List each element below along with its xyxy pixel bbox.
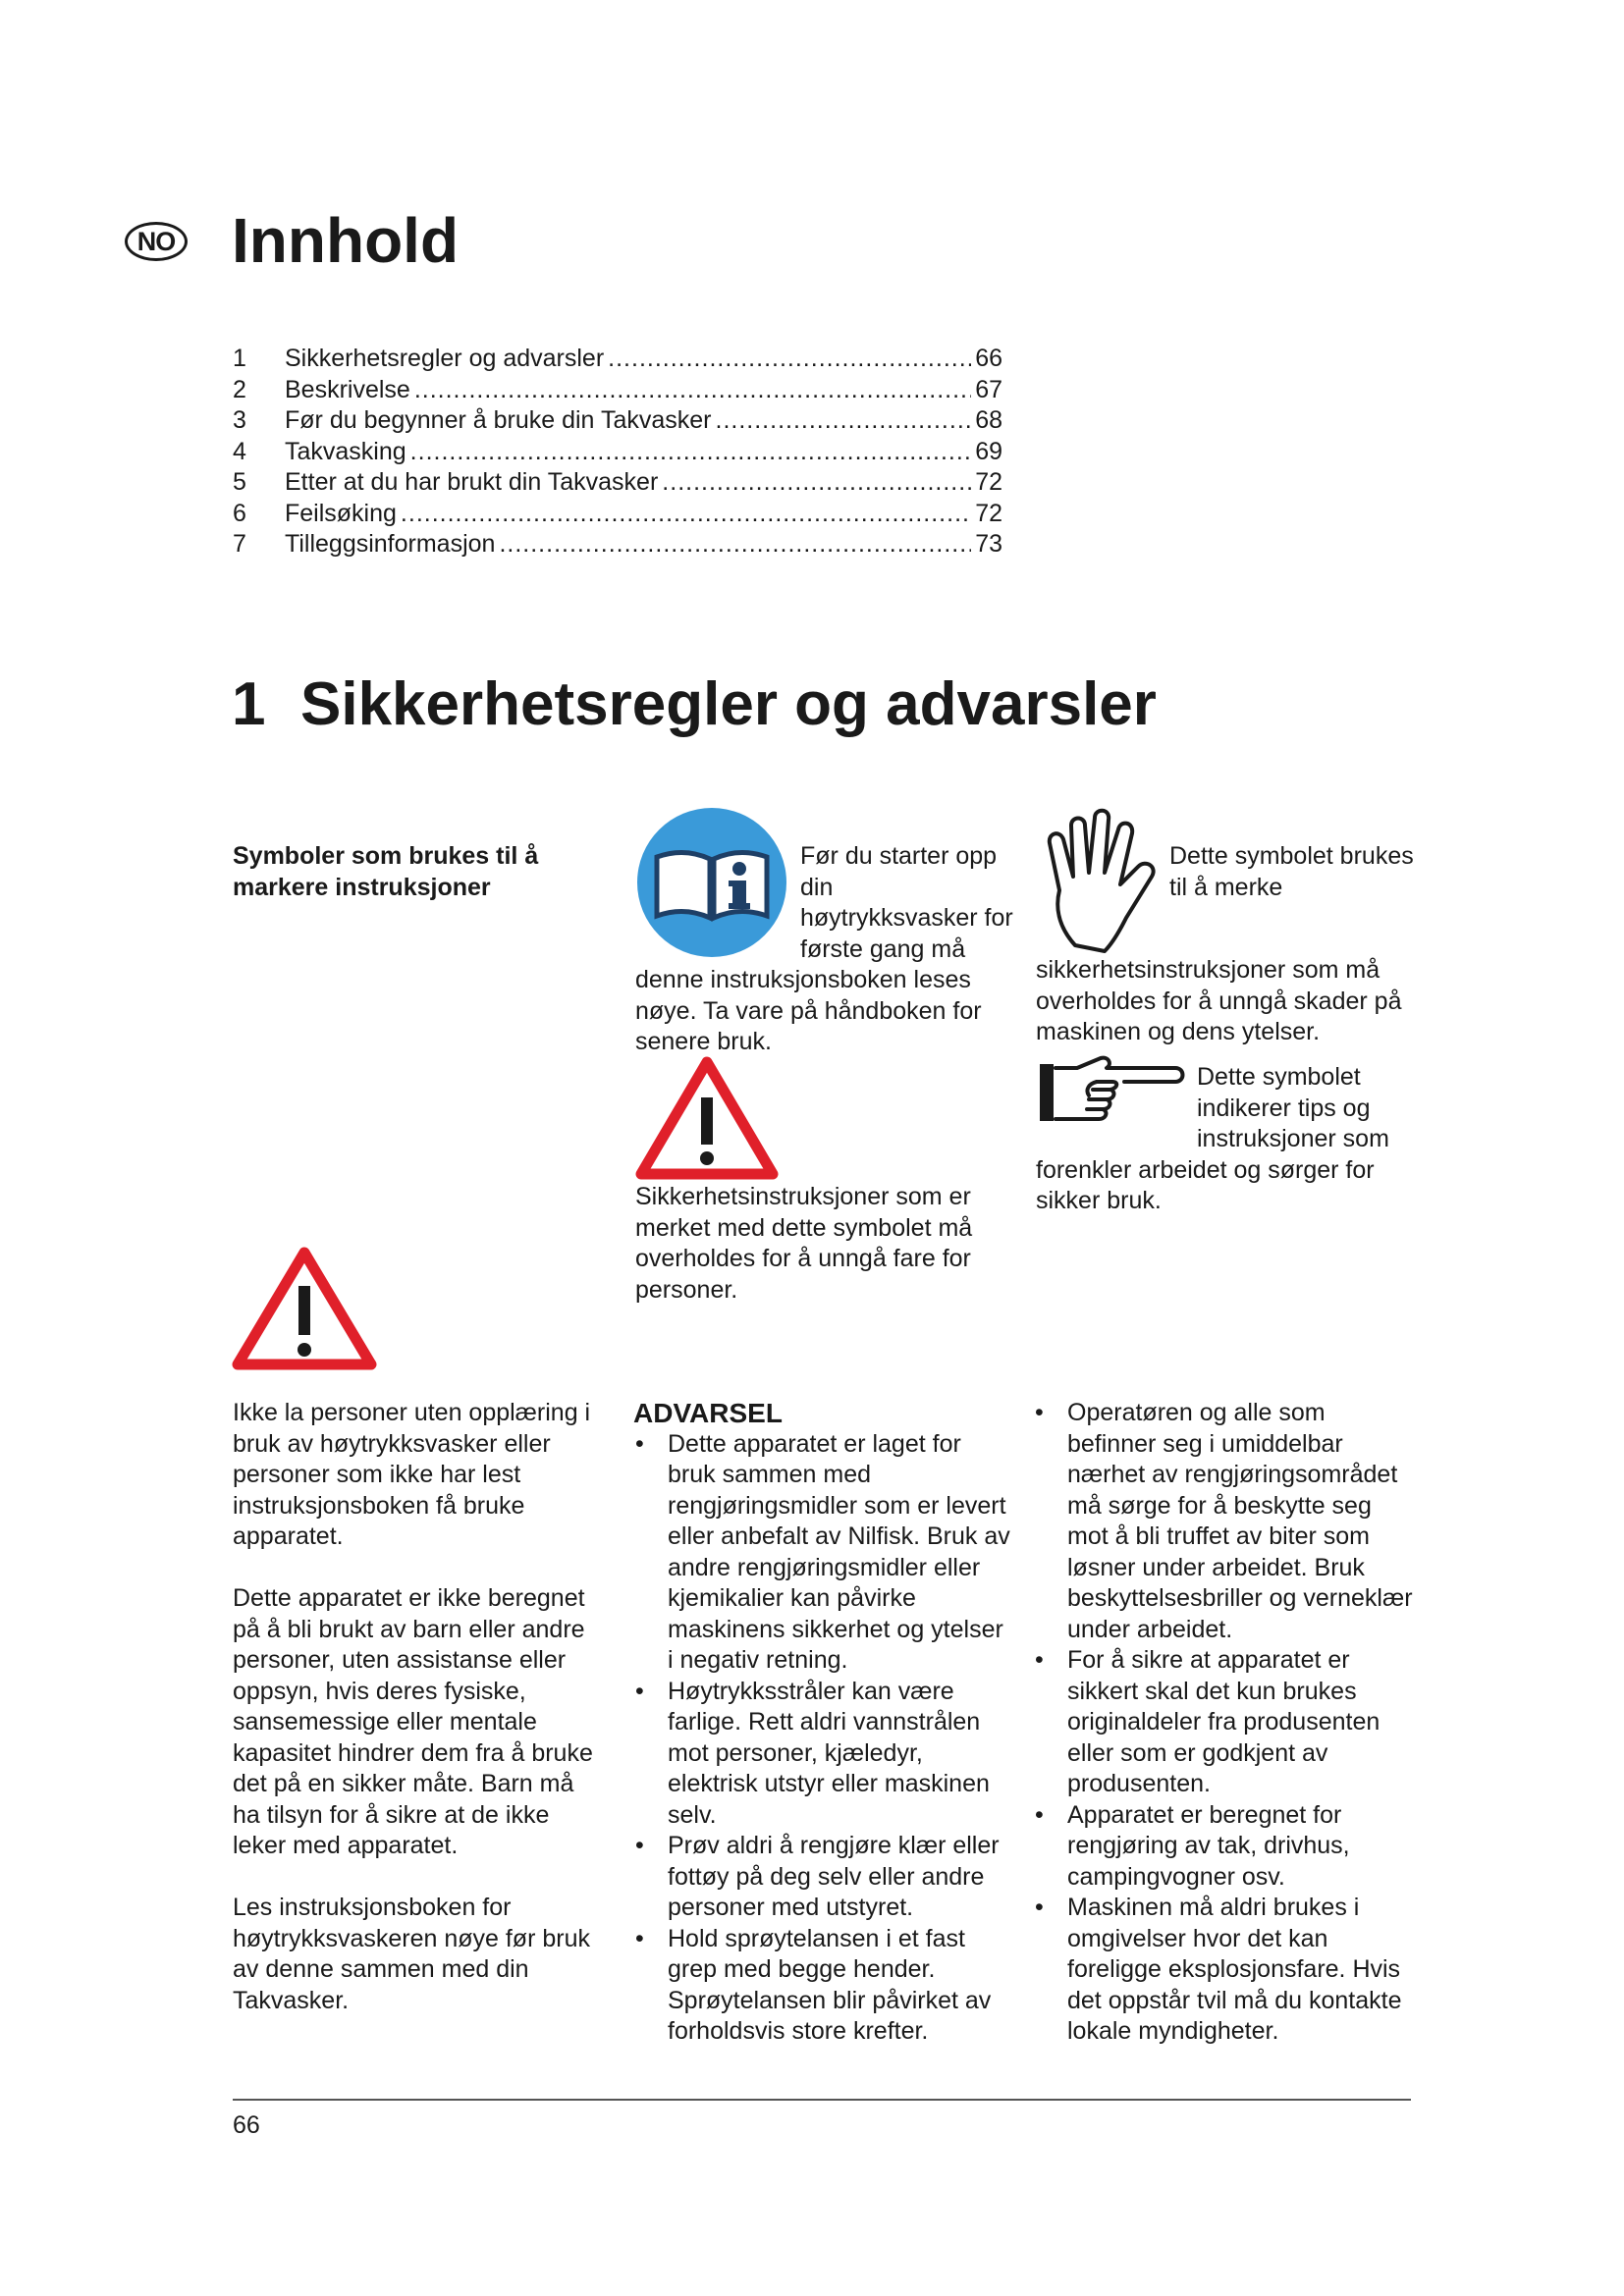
toc-number: 6: [233, 499, 246, 527]
pointing-hand-icon: [1038, 1054, 1185, 1129]
toc-leader-dots: [608, 344, 971, 375]
section-number: 1: [232, 670, 266, 738]
list-item: • Dette apparatet er laget for bruk sammen med rengjøringsmidler som er levert eller anbefalt av Nilfisk. Bruk av andre rengjøringsmidler eller kjemikalier kan påvirke maskinens sikkerhet og ytelser i negativ retning.: [633, 1429, 1011, 1677]
toc-number: 3: [233, 406, 246, 434]
list-item: • Apparatet er beregnet for rengjøring av tak, drivhus, campingvogner osv.: [1033, 1800, 1414, 1894]
warning-heading: ADVARSEL: [633, 1398, 783, 1428]
page-title: Innhold: [232, 205, 460, 276]
toc-leader-dots: [410, 437, 972, 468]
toc-page: 67: [975, 375, 1002, 403]
footer-divider: [233, 2099, 1411, 2101]
warning-triangle-icon: [635, 1054, 779, 1182]
toc-number: 1: [233, 345, 246, 372]
stop-hand-icon: [1036, 808, 1162, 955]
manual-symbol-text: Før du starter opp din høytrykksvasker for første gang må denne instruksjonsboken leses nøye. Ta vare på håndboken for senere bruk.: [635, 842, 1013, 1055]
toc-row[interactable]: [233, 344, 1002, 375]
warning-symbol-text: Sikkerhetsinstruksjoner som er merket med dette symbolet må overholdes for å unngå fare for personer.: [635, 1183, 973, 1304]
hand-symbol-block: [1036, 808, 1414, 1048]
warning-symbol-block: [635, 1052, 1013, 1306]
toc-page: 66: [975, 345, 1002, 372]
symbols-label: Symboler som brukes til å markere instruksjoner: [233, 842, 539, 901]
toc-number: 7: [233, 530, 246, 558]
toc-title: Før du begynner å bruke din Takvasker: [285, 406, 712, 434]
toc-title: Sikkerhetsregler og advarsler: [285, 345, 605, 372]
toc-row[interactable]: [233, 467, 1002, 499]
toc-leader-dots: [414, 375, 971, 406]
list-item: • Operatøren og alle som befinner seg i umiddelbar nærhet av rengjøringsområdet må sørge for å beskytte seg mot å bli truffet av biter som løsner under arbeidet. Bruk beskyttelsesbriller og verneklær under arbeidet.: [1033, 1398, 1414, 1645]
toc-row[interactable]: [233, 437, 1002, 468]
read-manual-icon: [635, 806, 788, 959]
section-heading: [232, 667, 1157, 742]
toc-leader-dots: [499, 529, 971, 561]
toc-title: Beskrivelse: [285, 375, 410, 403]
toc-leader-dots: [716, 405, 972, 437]
toc-title: Etter at du har brukt din Takvasker: [285, 468, 659, 496]
pointing-symbol-text: Dette symbolet indikerer tips og instruksjoner som forenkler arbeidet og sørger for sikker bruk.: [1036, 1063, 1389, 1214]
list-item: • Prøv aldri å rengjøre klær eller fottøy på deg selv eller andre personer med utstyret.: [633, 1831, 1011, 1924]
toc-row[interactable]: [233, 529, 1002, 561]
safety-bullet-list: [1033, 1398, 1414, 2048]
toc-row[interactable]: [233, 499, 1002, 530]
list-item: • Høytrykksstråler kan være farlige. Rett aldri vannstrålen mot personer, kjæledyr, elektrisk utstyr eller maskinen selv.: [633, 1677, 1011, 1832]
toc-page: 68: [975, 406, 1002, 434]
toc-title: Feilsøking: [285, 499, 397, 527]
toc-number: 4: [233, 437, 246, 465]
page-number: 66: [233, 2111, 260, 2139]
table-of-contents: [233, 344, 1002, 561]
toc-title: Takvasking: [285, 437, 406, 465]
toc-title: Tilleggsinformasjon: [285, 530, 496, 558]
list-item: • Hold sprøytelansen i et fast grep med begge hender. Sprøytelansen blir påvirket av forholdsvis store krefter.: [633, 1924, 1011, 2048]
toc-page: 73: [975, 530, 1002, 558]
toc-number: 5: [233, 468, 246, 496]
toc-row[interactable]: [233, 375, 1002, 406]
safety-text-column-1: [233, 1398, 606, 2048]
toc-leader-dots: [401, 499, 971, 530]
paragraph: Dette apparatet er ikke beregnet på å bli brukt av barn eller andre personer, uten assistanse eller oppsyn, hvis deres fysiske, sansemessige eller mentale kapasitet hindrer dem fra å bruke det på en sikker måte. Barn må ha tilsyn for å sikre at de ikke leker med apparatet.: [233, 1584, 593, 1859]
toc-page: 69: [975, 437, 1002, 465]
list-item: • For å sikre at apparatet er sikkert skal det kun brukes originaldeler fra produsenten eller som er godkjent av produsenten.: [1033, 1645, 1414, 1800]
toc-leader-dots: [662, 467, 971, 499]
toc-number: 2: [233, 375, 246, 403]
paragraph: Ikke la personer uten opplæring i bruk av høytrykksvasker eller personer som ikke har lest instruksjonsboken få bruke apparatet.: [233, 1399, 591, 1550]
hand-symbol-text: Dette symbolet brukes til å merke sikkerhetsinstruksjoner som må overholdes for å unngå skader på maskinen og dens ytelser.: [1036, 842, 1414, 1045]
toc-page: 72: [975, 468, 1002, 496]
language-badge: NO: [125, 222, 188, 261]
toc-page: 72: [975, 499, 1002, 527]
pointing-symbol-block: [1036, 1052, 1414, 1217]
manual-symbol-block: [635, 808, 1013, 1058]
paragraph: Les instruksjonsboken for høytrykksvaskeren nøye før bruk av denne sammen med din Takvasker.: [233, 1894, 590, 2014]
warning-bullet-list: [633, 1429, 1011, 2048]
toc-row[interactable]: [233, 405, 1002, 437]
safety-text-column-3: [1033, 1398, 1414, 2048]
list-item: • Maskinen må aldri brukes i omgivelser hvor det kan foreligge eksplosjonsfare. Hvis det oppstår tvil må du kontakte lokale myndigheter.: [1033, 1893, 1414, 2048]
large-warning-triangle-icon: [232, 1245, 377, 1372]
section-title: Sikkerhetsregler og advarsler: [300, 670, 1157, 738]
warning-column: [633, 1398, 1011, 2048]
